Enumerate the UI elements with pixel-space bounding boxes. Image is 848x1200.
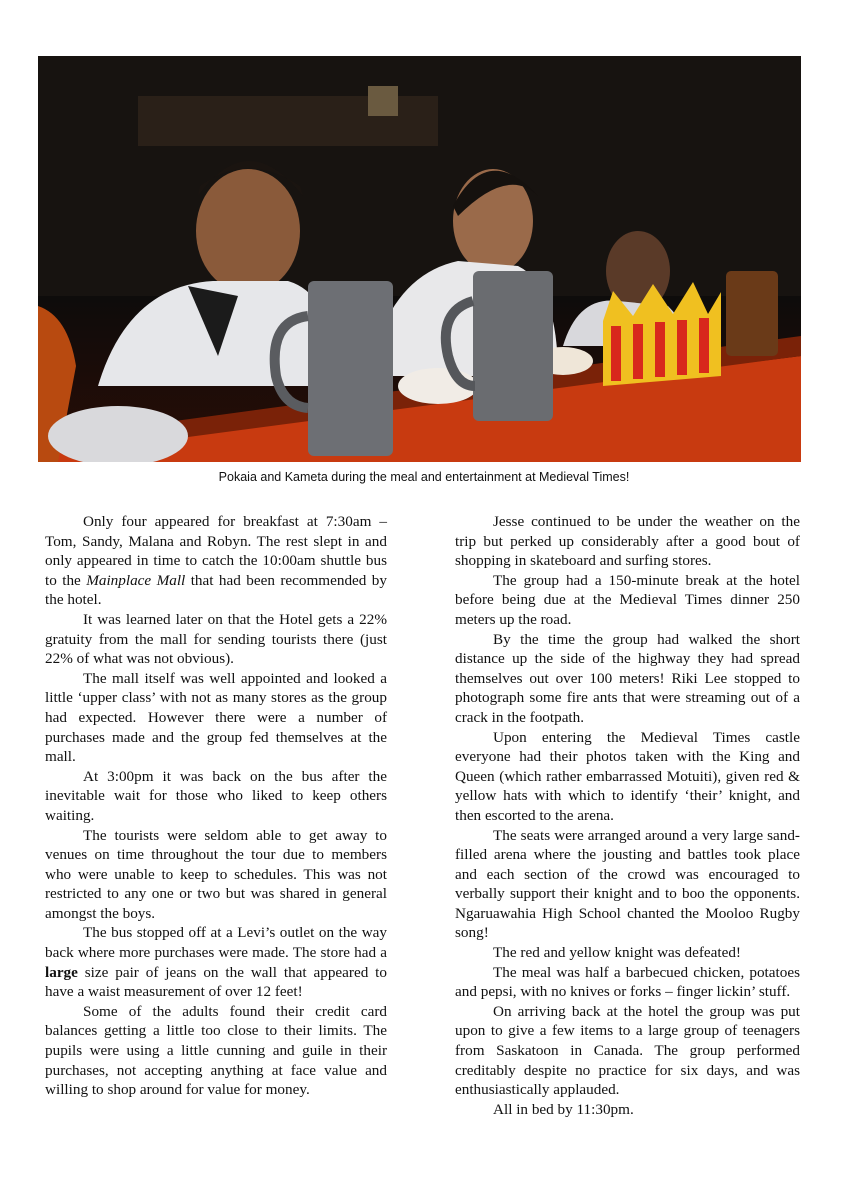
paragraph: The seats were arranged around a very large sand-filled arena where the jousting and battles took place and each section of the crowd was encouraged to verbally support their knight and to boo the opponents. Ngaruawahia High School chanted the Mooloo Rugby song! (455, 826, 800, 942)
paragraph: The red and yellow knight was defeated! (493, 944, 741, 962)
paragraph: Some of the adults found their credit card balances getting a little too close to their limits. The pupils were using a little cunning and guile in their purchases, not accepting anything at face value and willing to shop around for value for money. (45, 1002, 387, 1099)
paragraph: By the time the group had walked the short distance up the side of the highway they had spread themselves out over 100 meters! Riki Lee stopped to photograph some fire ants that were streaming out of a crack in the footpath. (455, 630, 800, 726)
paragraph (45, 923, 387, 1001)
photo-caption: Pokaia and Kameta during the meal and entertainment at Medieval Times! (218, 470, 630, 484)
shelf-item (368, 86, 398, 116)
paragraph: The tourists were seldom able to get away to venues on time throughout the tour due to members who were unable to keep to schedules. This was not restricted to any one or two but was shared in general amongst the boys. (45, 826, 387, 922)
text-run: Only four appeared for breakfast at 7:30am – Tom, Sandy, Malana and Robyn. The rest slept in and only appeared in time to catch the 10:00am shuttle bus to the (45, 513, 387, 589)
text-run: The bus stopped off at a Levi’s outlet on the way back where more purchases were made. The store had a (45, 924, 387, 962)
emphasis-large: large (45, 963, 78, 981)
text-run: size pair of jeans on the wall that appeared to have a waist measurement of over 12 feet! (45, 963, 387, 1001)
paragraph: The group had a 150-minute break at the hotel before being due at the Medieval Times dinner 250 meters up the road. (455, 571, 800, 628)
paragraph (45, 512, 387, 610)
paragraph: On arriving back at the hotel the group was put upon to give a few items to a large group of teenagers from Saskatoon in Canada. The group performed creditably despite no practice for six days, and was enthusiastically applauded. (455, 1002, 800, 1099)
napkin (48, 406, 188, 462)
paragraph: The mall itself was well appointed and looked a little ‘upper class’ with not as many stores as the group had expected. However there were a number of purchases made and the group fed themselves at the mall. (45, 669, 387, 766)
mall-name: Mainplace Mall (86, 571, 186, 589)
jar (726, 271, 778, 356)
paragraph: At 3:00pm it was back on the bus after the inevitable wait for those who liked to keep others waiting. (45, 767, 387, 824)
paragraph: All in bed by 11:30pm. (493, 1100, 634, 1118)
photo-illustration (38, 56, 801, 462)
back-wall (38, 56, 801, 296)
article-column-left (45, 512, 387, 1100)
paragraph: The meal was half a barbecued chicken, potatoes and pepsi, with no knives or forks – finger lickin’ stuff. (455, 963, 800, 1001)
paragraph: It was learned later on that the Hotel gets a 22% gratuity from the mall for sending tourists there (just 22% of what was not obvious). (45, 610, 387, 668)
text-run: that had been recommended by the hotel. (45, 571, 387, 609)
article-column-right (455, 512, 800, 1119)
paragraph: Jesse continued to be under the weather on the trip but perked up considerably after a good bout of shopping in skateboard and surfing stores. (455, 513, 800, 570)
meal-photo (38, 56, 801, 462)
paragraph: Upon entering the Medieval Times castle everyone had their photos taken with the King and Queen (which rather embarrassed Motuiti), given red & yellow hats with which to identify ‘their’ knight, and then escorted to the arena. (455, 728, 800, 824)
